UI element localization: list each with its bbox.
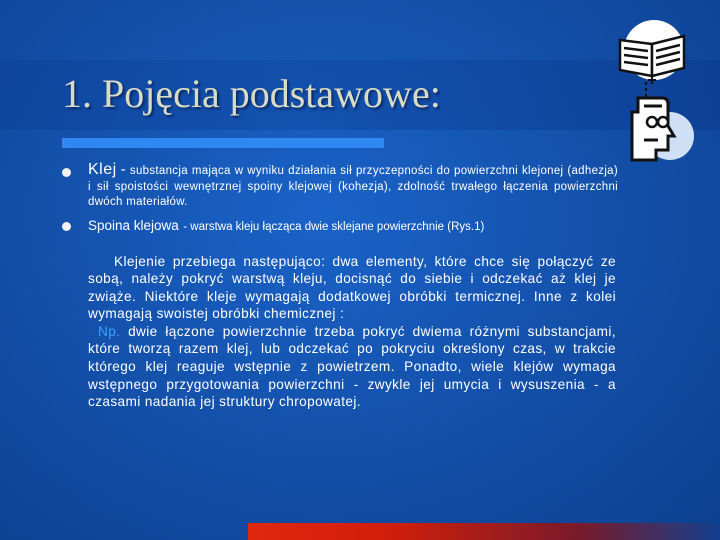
bullet-spoina: [58, 217, 618, 235]
book-and-head-clipart: [608, 18, 698, 168]
bullet-dot-icon: [62, 168, 71, 177]
example-label: Np.: [98, 323, 121, 339]
definition-spoina: - warstwa kleju łącząca dwie sklejane powierzchnie (Rys.1): [183, 220, 485, 233]
term-spoina-klejowa: Spoina klejowa: [88, 217, 179, 233]
paragraph-example: dwie łączone powierzchnie trzeba pokryć dwiema różnymi substancjami, które tworzą razem klej, lub odczekać po pokryciu określony czas, w trakcie którego klej reaguje wstępnie z powietrzem. Ponadto, wiele klejów wymaga wstępnego przygotowania powierzchni - zwykle jej umycia i wysuszenia - a czasami nadania jej struktury chropowatej.: [88, 323, 616, 410]
main-paragraph: [88, 253, 616, 411]
definition-klej: substancja mająca w wyniku działania sił przyczepności do powierzchni klejonej (adhezja) i sił spoistości wewnętrznej spoiny klejowej (kohezja), zdolność trwałego łączenia powierzchni dwóch materiałów.: [88, 165, 618, 208]
bottom-accent-bar: [248, 523, 720, 540]
book-icon: [620, 20, 684, 84]
bullet-dot-icon: [62, 222, 71, 231]
slide-title: 1. Pojęcia podstawowe:: [62, 71, 441, 116]
slide-body: [58, 162, 618, 411]
bullet-klej: [58, 162, 618, 211]
paragraph-klejenie: Klejenie przebiega następująco: dwa elementy, które chce się połączyć ze sobą, należy pokryć warstwą kleju, docisnąć do siebie i odczekać aż klej je zwiąże. Niektóre kleje wymagają dodatkowej obróbki termicznej. Inne z kolei wymagają swoistej obróbki chemicznej :: [88, 253, 616, 322]
title-underline-bar: [62, 138, 384, 148]
term-klej: Klej: [88, 161, 117, 178]
term-separator: -: [120, 161, 126, 178]
thinking-head-icon: [632, 98, 694, 160]
